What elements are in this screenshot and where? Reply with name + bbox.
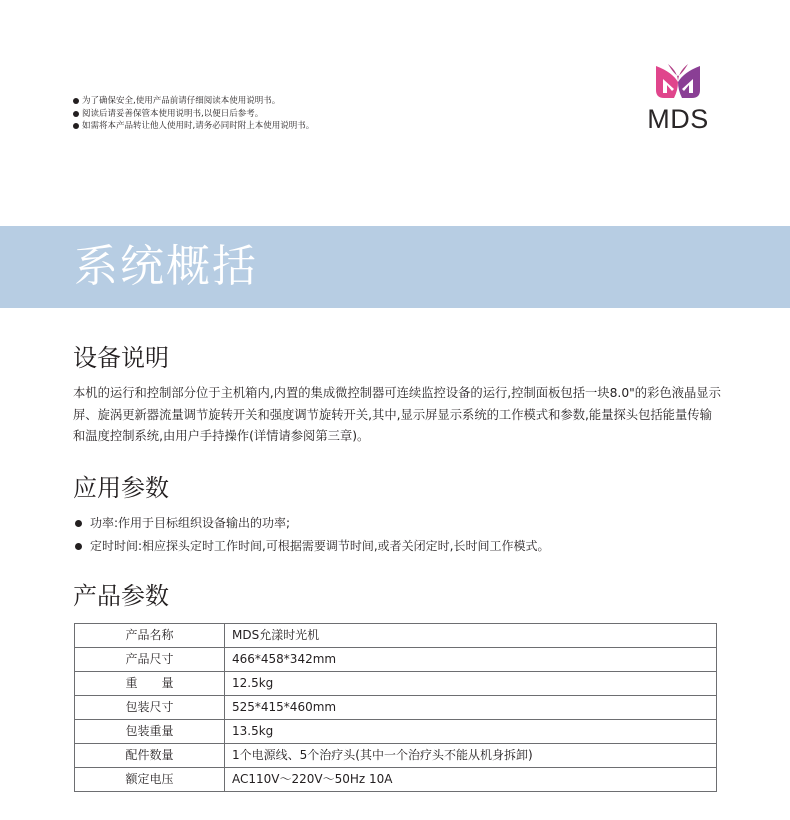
table-row <box>75 672 717 696</box>
notice-text: 阅读后请妥善保管本使用说明书,以便日后参考。 <box>82 108 264 119</box>
product-spec-table <box>74 623 717 792</box>
bullet-dot-icon <box>75 520 82 527</box>
table-row <box>75 624 717 648</box>
bullet-dot-icon <box>73 111 79 117</box>
logo-text: MDS <box>647 104 709 134</box>
notice-text: 为了确保安全,使用产品前请仔细阅读本使用说明书。 <box>82 96 281 106</box>
list-item-text: 定时时间:相应探头定时工作时间,可根据需要调节时间,或者关闭定时,长时间工作模式。 <box>90 539 550 553</box>
table-row <box>75 720 717 744</box>
list-item <box>73 535 723 558</box>
bullet-dot-icon <box>75 543 82 550</box>
mds-flower-logo-icon <box>652 60 704 100</box>
spec-value: 466*458*342mm <box>225 648 717 672</box>
bullet-dot-icon <box>73 123 79 129</box>
spec-label: 额定电压 <box>75 768 225 792</box>
spec-label: 重 量 <box>75 672 225 696</box>
section-banner <box>0 226 790 308</box>
product-heading: 产品参数 <box>73 582 169 610</box>
table-row <box>75 768 717 792</box>
table-row <box>75 648 717 672</box>
spec-value: 525*415*460mm <box>225 696 717 720</box>
notice-item <box>73 95 314 108</box>
notice-item <box>73 108 314 121</box>
device-heading: 设备说明 <box>73 344 169 372</box>
brand-logo <box>636 60 720 134</box>
safety-notices <box>73 95 314 133</box>
spec-label: 包装重量 <box>75 720 225 744</box>
list-item-text: 功率:作用于目标组织设备输出的功率; <box>90 516 291 530</box>
spec-value: AC110V～220V～50Hz 10A <box>225 768 717 792</box>
table-row <box>75 696 717 720</box>
spec-label: 产品名称 <box>75 624 225 648</box>
spec-label: 产品尺寸 <box>75 648 225 672</box>
table-row <box>75 744 717 768</box>
application-list <box>73 512 723 558</box>
notice-item <box>73 120 314 133</box>
page-title: 系统概括 <box>74 241 258 292</box>
bullet-dot-icon <box>73 98 79 104</box>
spec-value: 12.5kg <box>225 672 717 696</box>
notice-text: 如需将本产品转让他人使用时,请务必同时附上本使用说明书。 <box>82 121 315 131</box>
spec-value: 13.5kg <box>225 720 717 744</box>
list-item <box>73 512 723 535</box>
spec-label: 配件数量 <box>75 744 225 768</box>
spec-label: 包装尺寸 <box>75 696 225 720</box>
spec-value: MDS允漾时光机 <box>225 624 717 648</box>
device-description: 本机的运行和控制部分位于主机箱内,内置的集成微控制器可连续监控设备的运行,控制面板包括一块8.0"的彩色液晶显示屏、旋涡更新器流量调节旋转开关和强度调节旋转开关,其中,显示屏显示系统的工作模式和参数,能量探头包括能量传输和温度控制系统,由用户手持操作(详情请参阅第三章)。 <box>73 386 721 443</box>
application-heading: 应用参数 <box>73 474 169 502</box>
spec-value: 1个电源线、5个治疗头(其中一个治疗头不能从机身拆卸) <box>225 744 717 768</box>
